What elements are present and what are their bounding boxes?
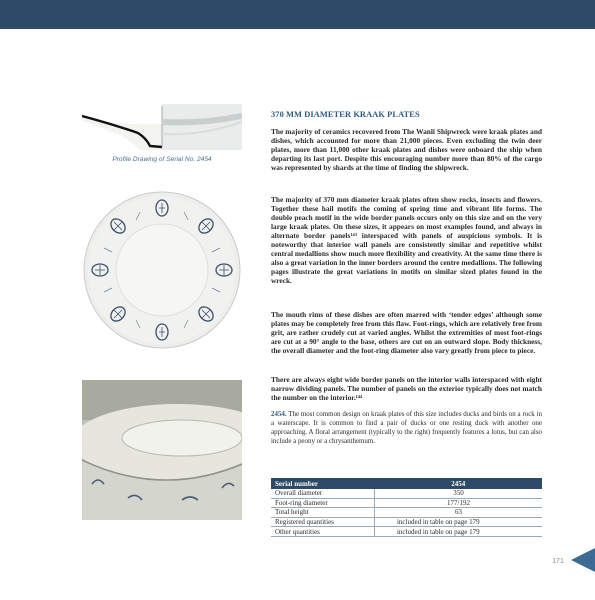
specifications-table [271,478,542,537]
profile-drawing [82,104,242,150]
section-title: 370 MM DIAMETER KRAAK PLATES [271,110,420,119]
paragraph-motifs: The majority of 370 mm diameter kraak plates often show rocks, insects and flowers. Together these hail motifs the coming of spring time and vibrant life forms. The double peach motif in the wide border panels occurs only on this size and on the very large kraak plates. On these sizes, it appears on most examples found, and always in alternate border panels¹⁴³ interspaced with panels of auspicious symbols. It is noteworthy that interior wall panels are consistently similar and repetitive whilst central medallions show much more flexibility and creativity. At the same time there is also a great variation in the inner borders around the centre medallions. The following pages illustrate the great variations in motifs on similar sized plates found in the wreck. [271,195,542,285]
serial-ref: 2454. [271,410,287,418]
paragraph-serial-2454 [271,410,542,446]
row-label: Overall diameter [271,489,374,498]
table-header-value: 2454 [374,478,542,489]
table-header-row [271,478,542,489]
paragraph-rims: The mouth rims of these dishes are often marred with ‘tender edges’ although some plates may be completely free from this flaw. Foot-rings, which are relatively free from grit, are rather crudely cut at varied angles. Whilst the extremities of most foot-rings are cut at a 90° angle to the base, others are cut on an outward slope. Body thickness, the overall diameter and the foot-ring diameter also vary greatly from piece to piece. [271,310,542,355]
page-tab-marker [571,548,595,572]
row-value: 177/192 [374,498,542,508]
top-banner [0,0,595,29]
row-label: Registered quantities [271,517,374,527]
closeup-photo [82,380,242,520]
table-row [271,498,542,508]
row-label: Total height [271,508,374,518]
paragraph-intro: The majority of ceramics recovered from The Wanli Shipwreck were kraak plates and dishes, which accounted for more than 21,000 pieces. Even excluding the twin deer plates, more than 11,000 other kraak plates and dishes were onboard the ship when departing its last port. Despite this encouraging number more than 80% of the cargo was represented by shards at the time of finding the shipwreck. [271,127,542,172]
table-row [271,527,542,537]
row-label: Other quantities [271,527,374,537]
row-label: Foot-ring diameter [271,498,374,508]
page-number: 171 [552,558,564,565]
serial-description: The most common design on kraak plates of this size includes ducks and birds on a rock in a waterscape. It is common to find a pair of ducks or one resting duck with another one approaching. A floral arrangement (typically to the right) frequently features a lotus, but can also include a peony or a chrysanthemum. [271,410,542,445]
plate-photo [82,190,242,350]
paragraph-panels: There are always eight wide border panels on the interior walls interspaced with eight narrow dividing panels. The number of panels on the exterior typically does not match the number on the interior.¹⁴⁴ [271,375,542,402]
profile-caption: Profile Drawing of Serial No. 2454 [112,156,212,163]
row-value: 63 [374,508,542,518]
table-row [271,508,542,518]
table-row [271,489,542,498]
table-row [271,517,542,527]
table-header-label: Serial number [271,478,374,489]
row-value: 350 [374,489,542,498]
row-value: included in table on page 179 [374,517,542,527]
row-value: included in table on page 179 [374,527,542,537]
